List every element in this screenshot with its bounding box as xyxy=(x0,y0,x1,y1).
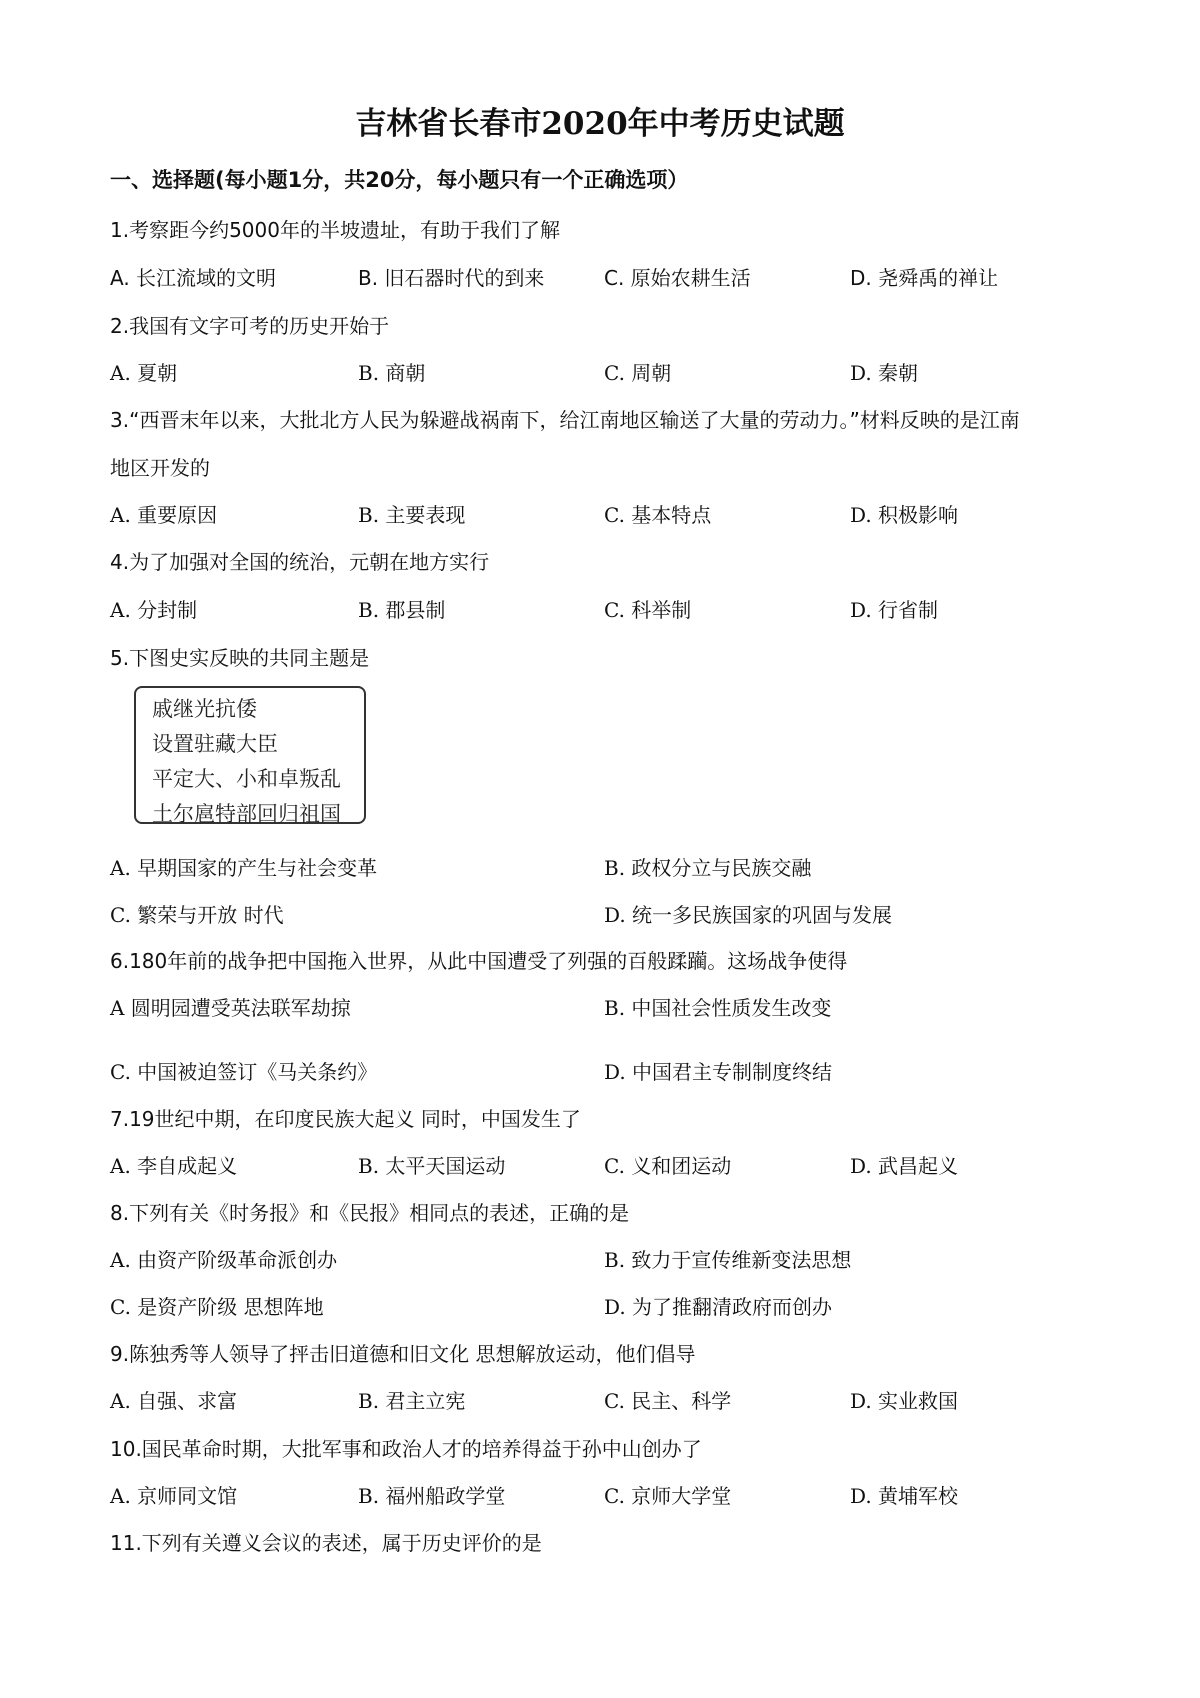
question-2-option-d: D. 秦朝 xyxy=(850,361,919,385)
question-7-option-b: B. 太平天国运动 xyxy=(358,1154,506,1178)
question-6-option-c: C. 中国被迫签订《马关条约》 xyxy=(110,1060,378,1084)
question-8-option-c: C. 是资产阶级 思想阵地 xyxy=(110,1295,324,1319)
question-10-option-d: D. 黄埔军校 xyxy=(850,1484,959,1508)
figure-item: 土尔扈特部回归祖国 xyxy=(152,802,341,826)
question-3-option-d: D. 积极影响 xyxy=(850,503,959,527)
question-8-stem: 8.下列有关《时务报》和《民报》相同点的表述，正确的是 xyxy=(110,1201,630,1225)
section-heading: 一、选择题(每小题1分，共20分，每小题只有一个正确选项） xyxy=(110,168,689,192)
question-7-option-a: A. 李自成起义 xyxy=(110,1154,238,1178)
figure-item: 设置驻藏大臣 xyxy=(152,732,278,756)
question-10-option-b: B. 福州船政学堂 xyxy=(358,1484,506,1508)
figure-item: 平定大、小和卓叛乱 xyxy=(152,767,341,791)
question-5-option-b: B. 政权分立与民族交融 xyxy=(604,856,812,880)
question-5-option-d: D. 统一多民族国家的巩固与发展 xyxy=(604,903,893,927)
question-4-option-a: A. 分封制 xyxy=(110,598,198,622)
question-6-option-d: D. 中国君主专制制度终结 xyxy=(604,1060,833,1084)
question-9-stem: 9.陈独秀等人领导了抨击旧道德和旧文化 思想解放运动，他们倡导 xyxy=(110,1342,696,1366)
question-1-stem: 1.考察距今约5000年的半坡遗址，有助于我们了解 xyxy=(110,218,560,242)
question-5-stem: 5.下图史实反映的共同主题是 xyxy=(110,646,370,670)
question-9-option-d: D. 实业救国 xyxy=(850,1389,959,1413)
question-6-stem: 6.180年前的战争把中国拖入世界，从此中国遭受了列强的百般蹂躏。这场战争使得 xyxy=(110,949,848,973)
question-9-option-c: C. 民主、科学 xyxy=(604,1389,732,1413)
question-7-stem: 7.19世纪中期，在印度民族大起义 同时，中国发生了 xyxy=(110,1107,581,1131)
question-4-stem: 4.为了加强对全国的统治，元朝在地方实行 xyxy=(110,550,490,574)
question-3-stem-line-1: 3.“西晋末年以来，大批北方人民为躲避战祸南下，给江南地区输送了大量的劳动力。”材料反映的是江南 xyxy=(110,408,1020,432)
question-5-option-c: C. 繁荣与开放 时代 xyxy=(110,903,284,927)
question-6-option-b: B. 中国社会性质发生改变 xyxy=(604,996,832,1020)
question-4-option-d: D. 行省制 xyxy=(850,598,939,622)
question-10-option-c: C. 京师大学堂 xyxy=(604,1484,732,1508)
question-4-option-b: B. 郡县制 xyxy=(358,598,446,622)
question-8-option-d: D. 为了推翻清政府而创办 xyxy=(604,1295,833,1319)
question-2-option-c: C. 周朝 xyxy=(604,361,672,385)
question-8-option-b: B. 致力于宣传维新变法思想 xyxy=(604,1248,852,1272)
question-5-figure xyxy=(134,686,366,824)
question-6-option-a: A 圆明园遭受英法联军劫掠 xyxy=(110,996,351,1020)
question-1-option-b: B. 旧石器时代的到来 xyxy=(358,266,545,290)
question-3-option-b: B. 主要表现 xyxy=(358,503,466,527)
question-1-option-c: C. 原始农耕生活 xyxy=(604,266,751,290)
question-5-option-a: A. 早期国家的产生与社会变革 xyxy=(110,856,378,880)
question-2-option-a: A. 夏朝 xyxy=(110,361,178,385)
question-9-option-a: A. 自强、求富 xyxy=(110,1389,238,1413)
figure-item: 戚继光抗倭 xyxy=(152,697,257,721)
question-10-option-a: A. 京师同文馆 xyxy=(110,1484,238,1508)
question-1-option-d: D. 尧舜禹的禅让 xyxy=(850,266,999,290)
question-8-option-a: A. 由资产阶级革命派创办 xyxy=(110,1248,338,1272)
question-7-option-c: C. 义和团运动 xyxy=(604,1154,732,1178)
question-2-option-b: B. 商朝 xyxy=(358,361,426,385)
question-10-stem: 10.国民革命时期，大批军事和政治人才的培养得益于孙中山创办了 xyxy=(110,1437,702,1461)
question-7-option-d: D. 武昌起义 xyxy=(850,1154,959,1178)
question-3-option-a: A. 重要原因 xyxy=(110,503,218,527)
question-3-stem-line-2: 地区开发的 xyxy=(110,456,210,480)
question-2-stem: 2.我国有文字可考的历史开始于 xyxy=(110,314,390,338)
question-11-stem: 11.下列有关遵义会议的表述，属于历史评价的是 xyxy=(110,1531,542,1555)
question-4-option-c: C. 科举制 xyxy=(604,598,692,622)
page-title: 吉林省长春市2020年中考历史试题 xyxy=(355,106,845,142)
question-9-option-b: B. 君主立宪 xyxy=(358,1389,466,1413)
question-3-option-c: C. 基本特点 xyxy=(604,503,712,527)
question-1-option-a: A. 长江流域的文明 xyxy=(110,266,277,290)
